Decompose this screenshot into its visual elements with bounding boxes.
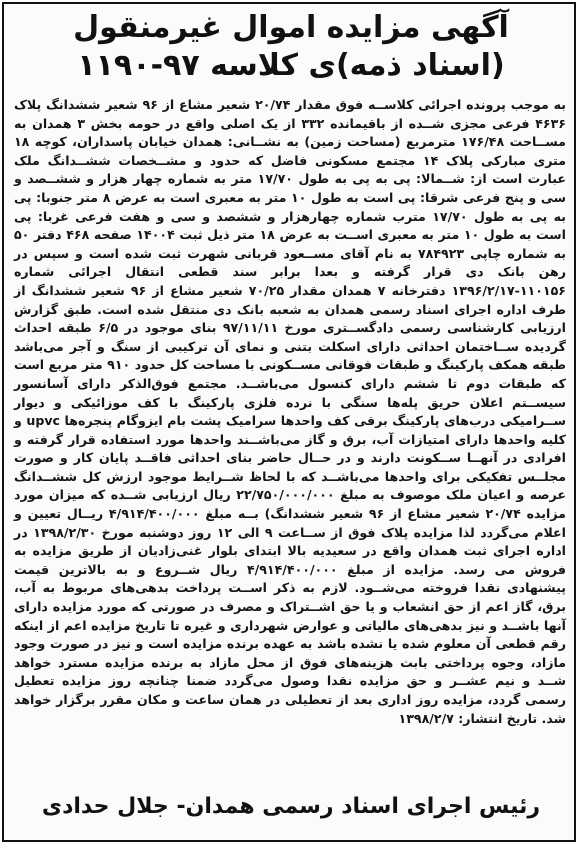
notice-body xyxy=(14,96,566,728)
notice-frame xyxy=(2,2,576,842)
notice-case-number: (اسناد ذمه)ی کلاسه ۹۷-۱۱۹۰ xyxy=(77,48,505,83)
notice-signature: رئیس اجرای اسناد رسمی همدان- جلال حدادی xyxy=(41,794,541,819)
notice-title: آگهی مزایده اموال غیرمنقول xyxy=(73,10,509,45)
notice-body-paragraph: به موجب پرونده اجرائی کلاســه فوق مقدار ۲۰/۷۴ شعیر مشاع از ۹۶ شعیر ششدانگ پلاک ۴۶۳۶ فرعی مجزی شــده از باقیمانده ۳۳۲ از یک اصلی واقع در حومه بخش ۳ همدان به مســاحت ۱۷۶/۴۸ مترمربع (مساحت زمین) به نشــانی: همدان خیابان پاسداران، کوچه ۱۸ متری مبارکی پلاک ۱۴ مجتمع مسکونی فاضل که حدود و مشــخصات ششــدانگ ملک عبارت است از: شــمالا: پی به پی به طول ۱۷/۷۰ متر به شماره چهار هزار و ششــصد و سی و پنج فرعی شرقا: پی است به طول ۱۰ متر به معبری است به عرض ۸ متر جنوبا: پی به پی به طول ۱۷/۷۰ مترب شماره چهارهزار و ششصد و سی و هفت فرعی غربا: پی است به طول ۱۰ متر به معبری اســت به عرض ۱۸ متر ذیل ثبت ۱۴۰۰۴ صفحه ۴۶۸ دفتر ۵۰ به شماره چاپی ۷۸۴۹۲۳ به نام آقای مســعود قربانی شهرت ثبت شده است و سپس در رهن بانک دی قرار گرفته و بعدا برابر سند قطعی انتقال اجرائی شماره ۱۱۰۱۵۶-۱۳۹۶/۲/۱۷ دفترخانه ۷ همدان مقدار ۷۰/۲۵ شعیر مشاع از ۹۶ شعیر ششدانگ از طرف اداره اجرای اسناد رسمی همدان به شعبه بانک دی منتقل شده است. طبق گزارش ارزیابی کارشناسی رسمی دادگســتری مورخ ۹۷/۱۱/۱۱ بنای موجود در ۶/۵ طبقه احداث گردیده ســاختمان احداثی دارای اسکلت بتنی و نمای آن ترکیبی از سنگ و آجر می‌باشد طبقه همکف پارکینگ و طبقات فوقانی مســکونی با مساحت کل حدود ۹۱۰ متر مربع است که طبقات دوم تا ششم دارای کنسول می‌باشــد. مجتمع فوق‌الذکر دارای آسانسور سیســتم اعلان حریق پله‌ها سنگی با نرده فلزی پارکینگ با کف موزائیکی و دیوار ســرامیکی درب‌های پارکینگ برقی کف واحدها سرامیک پشت بام ایزوگام پنجره‌ها upvc و کلیه واحدها دارای امتیازات آب، برق و گاز می‌باشــند واحدها مورد استفاده قرار گرفته و افرادی در آنهــا ســکونت دارند و در حــال حاضر بنای احداثی فاقــد پایان کار و صورت مجلــس تفکیکی برای واحدها می‌باشــد که با لحاظ شــرایط موجود ارزش کل ششــدانگ عرصه و اعیان ملک موصوف به مبلغ ۲۲/۷۵۰/۰۰۰/۰۰۰ ریال ارزیابی شــده که میزان مورد مزایده ۲۰/۷۴ شعیر مشاع از ۹۶ شعیر ششدانگ) بــه مبلغ ۴/۹۱۴/۴۰۰/۰۰۰ ریــال تعیین و اعلام می‌گردد لذا مزایده پلاک فوق از ســاعت ۹ الی ۱۲ روز دوشنبه مورخ ۱۳۹۸/۲/۳۰ در اداره اجرای ثبت همدان واقع در سعیدیه بالا ابتدای بلوار غنی‌زادیان از طریق مزایده به فروش می رسد. مزایده از مبلغ ۴/۹۱۴/۴۰۰/۰۰۰ ریال شــروع و به بالاترین قیمت پیشنهادی نقدا فروخته می‌شــود. لازم به ذکر اســت پرداخت بدهی‌های مربوط به آب، برق، گاز اعم از حق انشعاب و یا حق اشــتراک و مصرف در صورتی که مورد مزایده دارای آنها باشــد و نیز بدهی‌های مالیاتی و عوارض شهرداری و غیره تا تاریخ مزایده اعم از اینکه رقم قطعی آن معلوم شده یا نشده باشد به عهده برنده مزایده است و نیز در صورت وجود مازاد، وجوه پرداختی بابت هزینه‌های فوق از محل مازاد به برنده مزایده مسترد خواهد شــد و نیم عشــر و حق مزایده نقدا وصول می‌گردد ضمنا چنانچه روز مزایده تعطیل رسمی گردد، مزایده روز اداری بعد از تعطیلی در همان ساعت و مکان مقرر برگزار خواهد شد. تاریخ انتشار: ۱۳۹۸/۲/۷ xyxy=(14,97,567,726)
